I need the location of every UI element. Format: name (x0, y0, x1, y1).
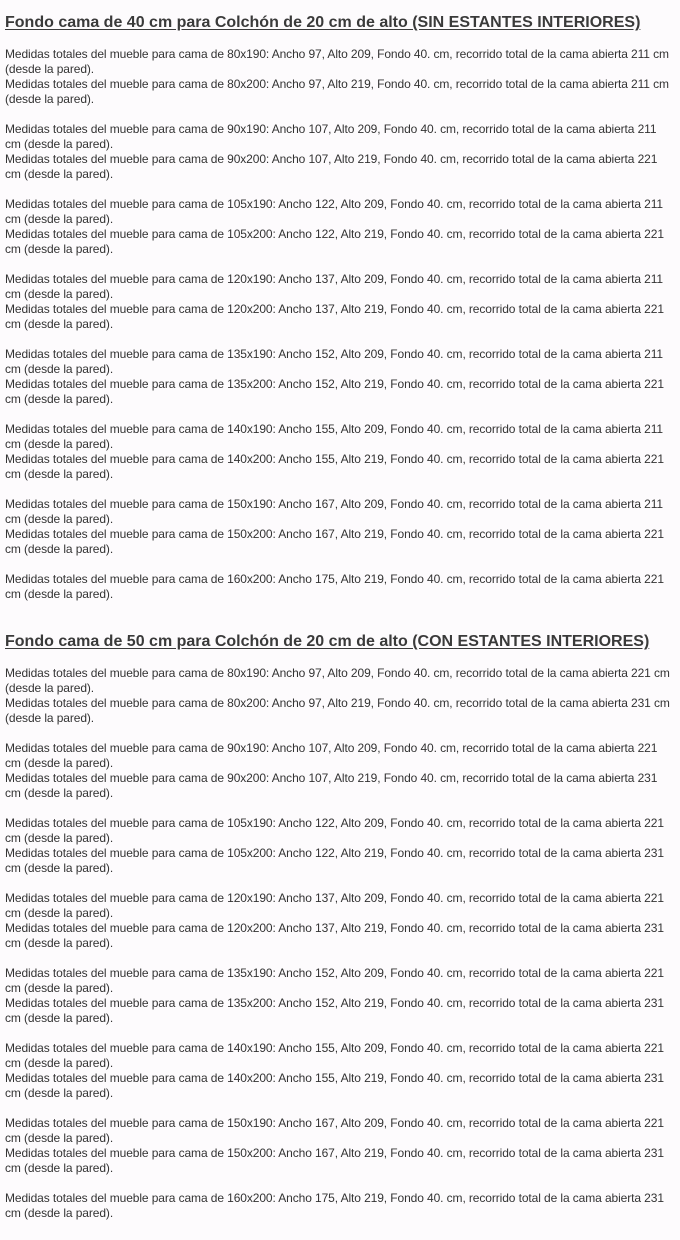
size-group-140 (5, 422, 675, 482)
measure-line: Medidas totales del mueble para cama de 135x190: Ancho 152, Alto 209, Fondo 40. cm, recorrido total de la cama abierta 211 cm (desde la pared). (5, 347, 663, 376)
section-sin-estantes (5, 13, 675, 602)
measure-line: Medidas totales del mueble para cama de 140x190: Ancho 155, Alto 209, Fondo 40. cm, recorrido total de la cama abierta 211 cm (desde la pared). (5, 422, 663, 451)
size-group-135 (5, 347, 675, 407)
measure-line: Medidas totales del mueble para cama de 160x200: Ancho 175, Alto 219, Fondo 40. cm, recorrido total de la cama abierta 221 cm (desde la pared). (5, 572, 664, 601)
size-group-135 (5, 966, 675, 1026)
measure-line: Medidas totales del mueble para cama de 80x200: Ancho 97, Alto 219, Fondo 40. cm, recorrido total de la cama abierta 211 cm (desde la pared). (5, 77, 669, 106)
measure-line: Medidas totales del mueble para cama de 150x190: Ancho 167, Alto 209, Fondo 40. cm, recorrido total de la cama abierta 221 cm (desde la pared). (5, 1116, 664, 1145)
measure-line: Medidas totales del mueble para cama de 80x190: Ancho 97, Alto 209, Fondo 40. cm, recorrido total de la cama abierta 221 cm (desde la pared). (5, 666, 670, 695)
size-group-80 (5, 666, 675, 726)
measure-line: Medidas totales del mueble para cama de 105x200: Ancho 122, Alto 219, Fondo 40. cm, recorrido total de la cama abierta 221 cm (desde la pared). (5, 227, 664, 256)
measure-line: Medidas totales del mueble para cama de 135x190: Ancho 152, Alto 209, Fondo 40. cm, recorrido total de la cama abierta 221 cm (desde la pared). (5, 966, 664, 995)
section-title: Fondo cama de 40 cm para Colchón de 20 cm de alto (SIN ESTANTES INTERIORES) (5, 14, 641, 31)
measure-line: Medidas totales del mueble para cama de 80x200: Ancho 97, Alto 219, Fondo 40. cm, recorrido total de la cama abierta 231 cm (desde la pared). (5, 696, 670, 725)
size-group-150 (5, 497, 675, 557)
size-group-90 (5, 122, 675, 182)
measure-line: Medidas totales del mueble para cama de 105x200: Ancho 122, Alto 219, Fondo 40. cm, recorrido total de la cama abierta 231 cm (desde la pared). (5, 846, 664, 875)
size-group-150 (5, 1116, 675, 1176)
size-group-120 (5, 272, 675, 332)
size-group-105 (5, 197, 675, 257)
measure-line: Medidas totales del mueble para cama de 120x190: Ancho 137, Alto 209, Fondo 40. cm, recorrido total de la cama abierta 211 cm (desde la pared). (5, 272, 663, 301)
measure-line: Medidas totales del mueble para cama de 150x200: Ancho 167, Alto 219, Fondo 40. cm, recorrido total de la cama abierta 231 cm (desde la pared). (5, 1146, 664, 1175)
size-group-140 (5, 1041, 675, 1101)
size-group-120 (5, 891, 675, 951)
measure-line: Medidas totales del mueble para cama de 140x200: Ancho 155, Alto 219, Fondo 40. cm, recorrido total de la cama abierta 221 cm (desde la pared). (5, 452, 664, 481)
measure-line: Medidas totales del mueble para cama de 105x190: Ancho 122, Alto 209, Fondo 40. cm, recorrido total de la cama abierta 211 cm (desde la pared). (5, 197, 663, 226)
size-group-90 (5, 741, 675, 801)
measure-line: Medidas totales del mueble para cama de 90x200: Ancho 107, Alto 219, Fondo 40. cm, recorrido total de la cama abierta 221 cm (desde la pared). (5, 152, 658, 181)
measure-line: Medidas totales del mueble para cama de 140x190: Ancho 155, Alto 209, Fondo 40. cm, recorrido total de la cama abierta 221 cm (desde la pared). (5, 1041, 664, 1070)
measure-line: Medidas totales del mueble para cama de 80x190: Ancho 97, Alto 209, Fondo 40. cm, recorrido total de la cama abierta 211 cm (desde la pared). (5, 47, 669, 76)
measure-line: Medidas totales del mueble para cama de 90x190: Ancho 107, Alto 209, Fondo 40. cm, recorrido total de la cama abierta 221 cm (desde la pared). (5, 741, 658, 770)
size-group-105 (5, 816, 675, 876)
measure-line: Medidas totales del mueble para cama de 150x200: Ancho 167, Alto 219, Fondo 40. cm, recorrido total de la cama abierta 221 cm (desde la pared). (5, 527, 664, 556)
size-group-160 (5, 572, 675, 602)
measure-line: Medidas totales del mueble para cama de 120x190: Ancho 137, Alto 209, Fondo 40. cm, recorrido total de la cama abierta 221 cm (desde la pared). (5, 891, 664, 920)
measure-line: Medidas totales del mueble para cama de 120x200: Ancho 137, Alto 219, Fondo 40. cm, recorrido total de la cama abierta 221 cm (desde la pared). (5, 302, 664, 331)
measure-line: Medidas totales del mueble para cama de 90x190: Ancho 107, Alto 209, Fondo 40. cm, recorrido total de la cama abierta 211 cm (desde la pared). (5, 122, 657, 151)
size-group-160 (5, 1191, 675, 1221)
measure-line: Medidas totales del mueble para cama de 140x200: Ancho 155, Alto 219, Fondo 40. cm, recorrido total de la cama abierta 231 cm (desde la pared). (5, 1071, 664, 1100)
size-group-80 (5, 47, 675, 107)
measure-line: Medidas totales del mueble para cama de 120x200: Ancho 137, Alto 219, Fondo 40. cm, recorrido total de la cama abierta 231 cm (desde la pared). (5, 921, 664, 950)
measure-line: Medidas totales del mueble para cama de 105x190: Ancho 122, Alto 209, Fondo 40. cm, recorrido total de la cama abierta 221 cm (desde la pared). (5, 816, 664, 845)
measure-line: Medidas totales del mueble para cama de 90x200: Ancho 107, Alto 219, Fondo 40. cm, recorrido total de la cama abierta 231 cm (desde la pared). (5, 771, 658, 800)
measure-line: Medidas totales del mueble para cama de 135x200: Ancho 152, Alto 219, Fondo 40. cm, recorrido total de la cama abierta 231 cm (desde la pared). (5, 996, 664, 1025)
section-title: Fondo cama de 50 cm para Colchón de 20 cm de alto (CON ESTANTES INTERIORES) (5, 633, 650, 650)
section-con-estantes (5, 632, 675, 1221)
measure-line: Medidas totales del mueble para cama de 135x200: Ancho 152, Alto 219, Fondo 40. cm, recorrido total de la cama abierta 221 cm (desde la pared). (5, 377, 664, 406)
measure-line: Medidas totales del mueble para cama de 150x190: Ancho 167, Alto 209, Fondo 40. cm, recorrido total de la cama abierta 211 cm (desde la pared). (5, 497, 663, 526)
measure-line: Medidas totales del mueble para cama de 160x200: Ancho 175, Alto 219, Fondo 40. cm, recorrido total de la cama abierta 231 cm (desde la pared). (5, 1191, 664, 1220)
